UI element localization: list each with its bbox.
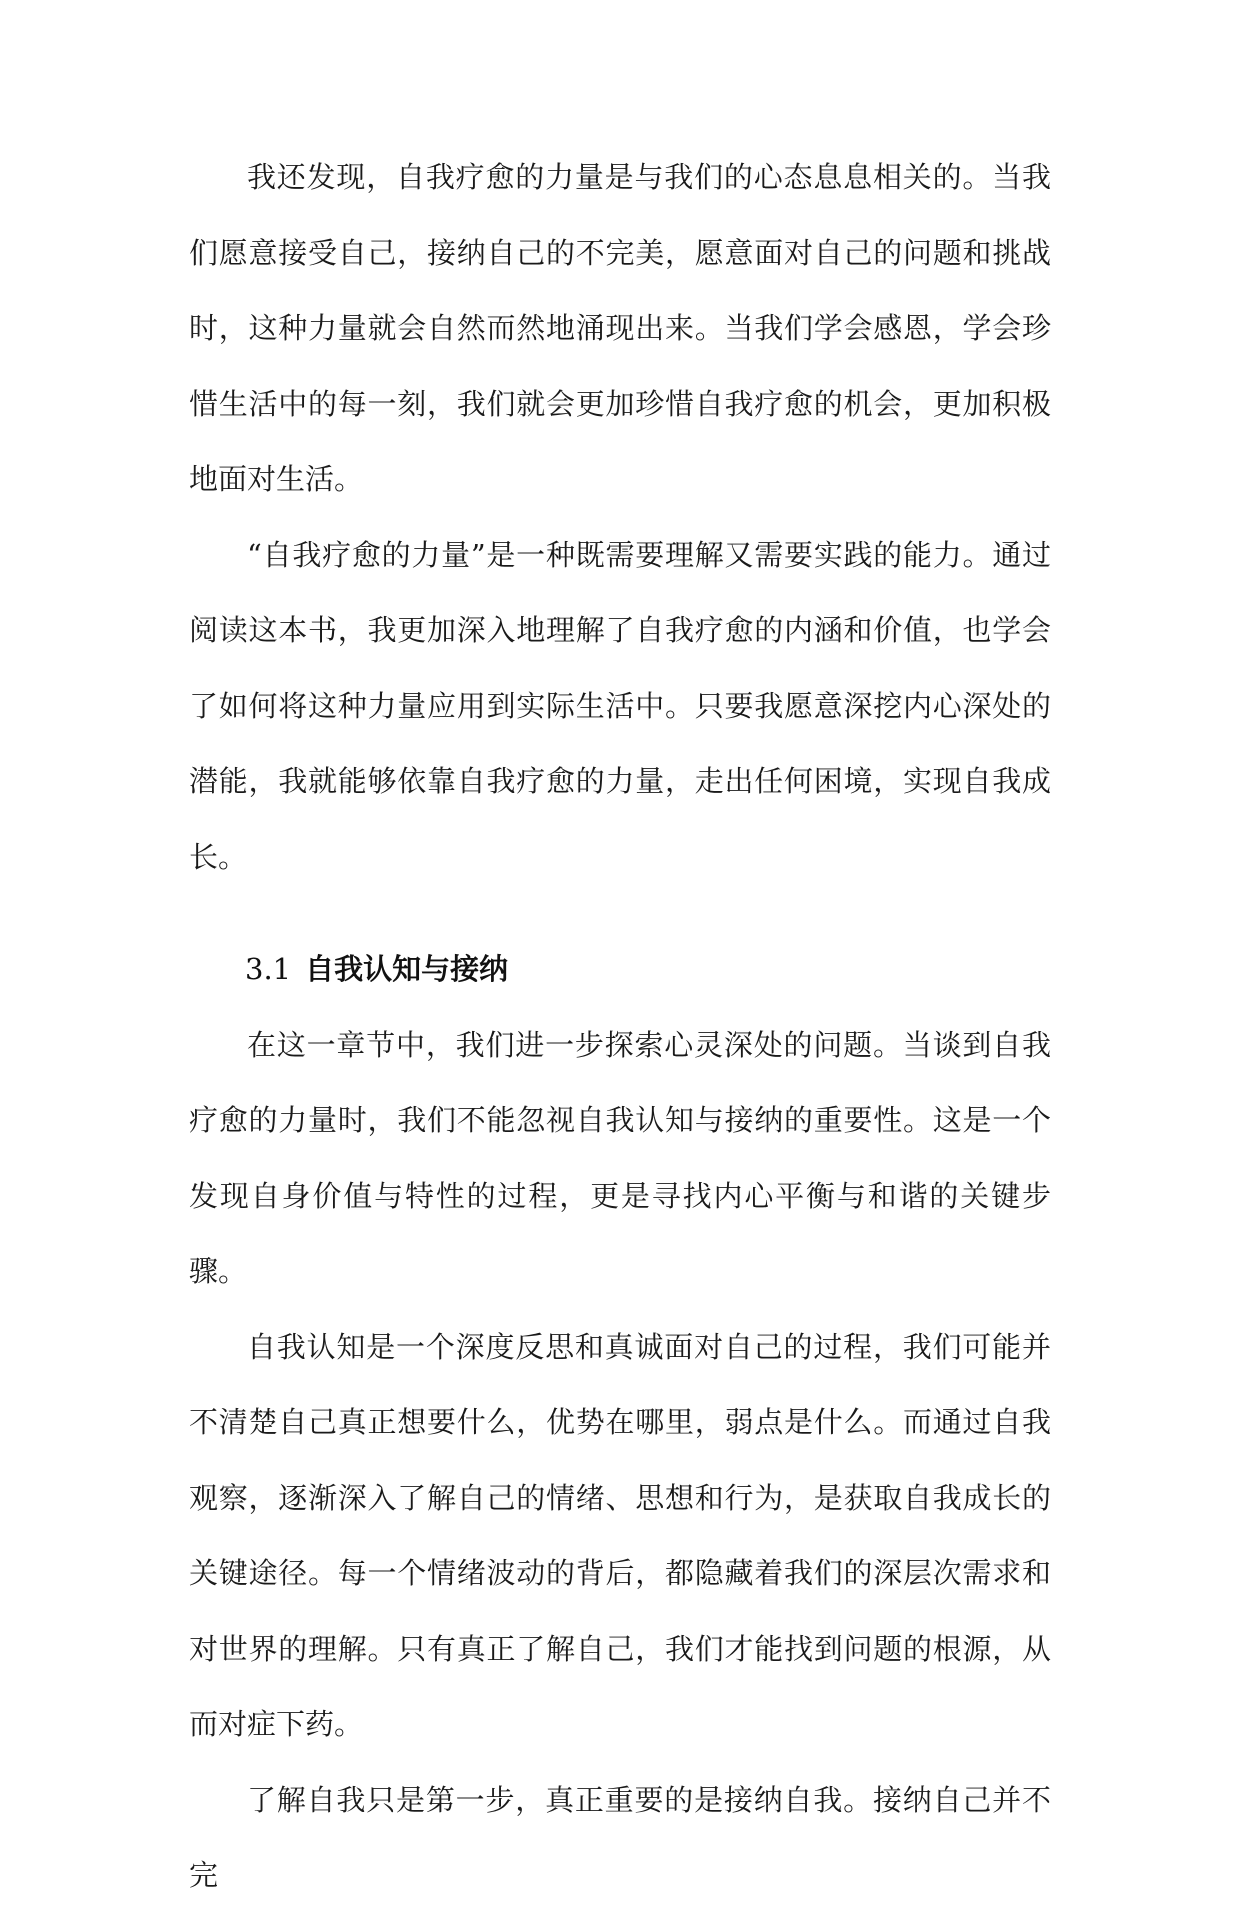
paragraph-book-reflection: “自我疗愈的力量”是一种既需要理解又需要实践的能力。通过阅读这本书，我更加深入地理解了自我疗愈的内涵和价值，也学会了如何将这种力量应用到实际生活中。只要我愿意深挖内心深处的潜能，我就能够依靠自我疗愈的力量，走出任何困境，实现自我成长。: [189, 537, 1051, 874]
paragraph-self-awareness: 自我认知是一个深度反思和真诚面对自己的过程，我们可能并不清楚自己真正想要什么，优势在哪里，弱点是什么。而通过自我观察，逐渐深入了解自己的情绪、思想和行为，是获取自我成长的关键途径。每一个情绪波动的背后，都隐藏着我们的深层次需求和对世界的理解。只有真正了解自己，我们才能找到问题的根源，从而对症下药。: [189, 1329, 1051, 1741]
paragraph-mindset: 我还发现，自我疗愈的力量是与我们的心态息息相关的。当我们愿意接受自己，接纳自己的不完美，愿意面对自己的问题和挑战时，这种力量就会自然而然地涌现出来。当我们学会感恩，学会珍惜生活中的每一刻，我们就会更加珍惜自我疗愈的机会，更加积极地面对生活。: [189, 160, 1051, 496]
paragraph-section-intro: 在这一章节中，我们进一步探索心灵深处的问题。当谈到自我疗愈的力量时，我们不能忽视自我认知与接纳的重要性。这是一个发现自身价值与特性的过程，更是寻找内心平衡与和谐的关键步骤。: [189, 1027, 1051, 1288]
paragraph-self-acceptance: 了解自我只是第一步，真正重要的是接纳自我。接纳自己并不完: [189, 1782, 1051, 1892]
section-heading: [189, 932, 1051, 1008]
section-number: 3.1: [245, 952, 292, 986]
section-title: 自我认知与接纳: [305, 952, 509, 986]
document-body: [189, 140, 1051, 1914]
